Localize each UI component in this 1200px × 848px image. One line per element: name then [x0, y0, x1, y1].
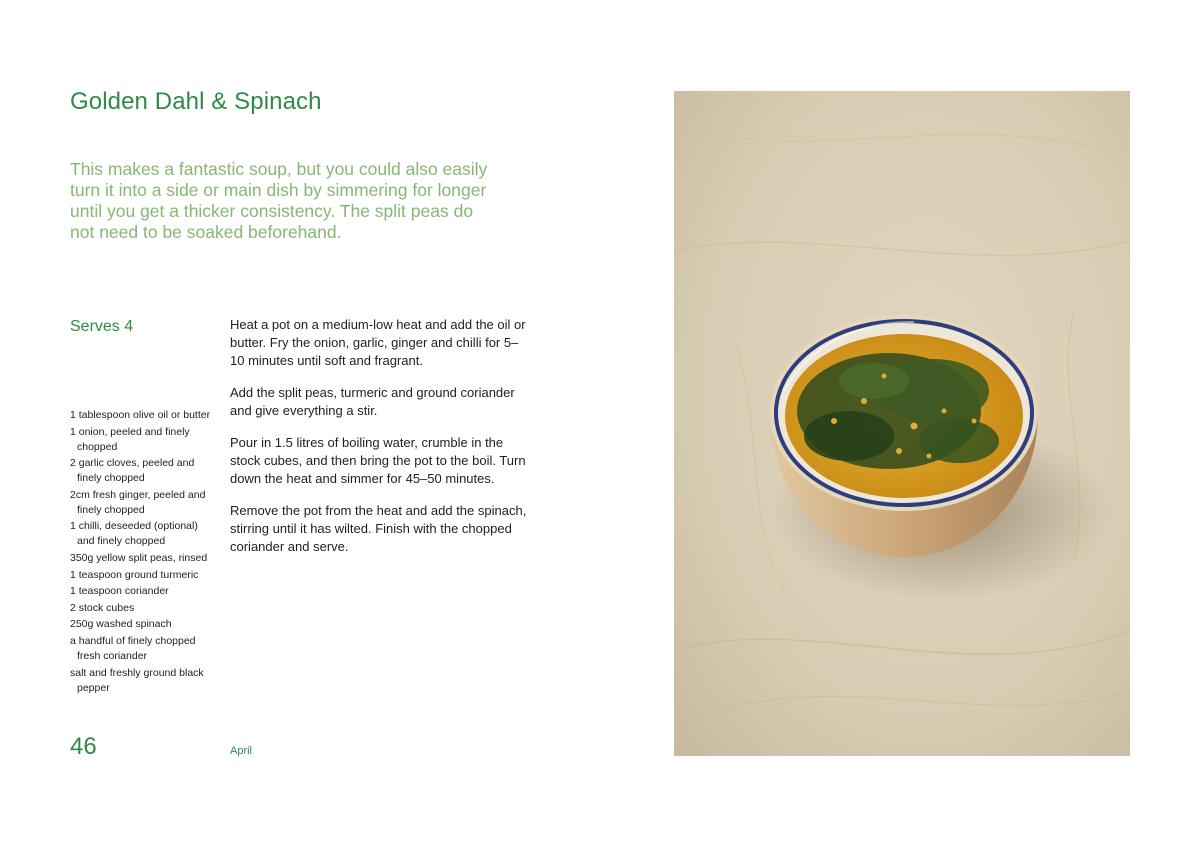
ingredient-item: 1 chilli, deseeded (optional) and finely chopped — [70, 520, 198, 548]
method-step: Add the split peas, turmeric and ground coriander and give everything a stir. — [230, 385, 515, 418]
method-step: Pour in 1.5 litres of boiling water, crumble in the stock cubes, and then bring the pot to the boil. Turn down the heat and simmer for 45–50 minutes. — [230, 435, 526, 486]
recipe-intro: This makes a fantastic soup, but you could also easily turn it into a side or main dish by simmering for longer until you get a thicker consistency. The split peas do not need to be soaked beforehand. — [70, 159, 488, 242]
method-steps — [230, 316, 530, 570]
recipe-title: Golden Dahl & Spinach — [70, 88, 322, 115]
ingredient-item: 2 stock cubes — [70, 601, 135, 614]
ingredient-item: salt and freshly ground black pepper — [70, 666, 204, 694]
serves-label: Serves 4 — [70, 318, 134, 335]
ingredient-item: 1 onion, peeled and finely chopped — [70, 425, 190, 453]
ingredient-item: 250g washed spinach — [70, 618, 172, 631]
ingredient-item: 1 tablespoon olive oil or butter — [70, 409, 211, 421]
ingredients-list — [70, 408, 215, 697]
section-label: April — [230, 745, 253, 757]
ingredient-item: 350g yellow split peas, rinsed — [70, 551, 208, 564]
ingredient-item: 2 garlic cloves, peeled and finely chopped — [70, 457, 195, 485]
ingredient-item: 1 teaspoon ground turmeric — [70, 568, 199, 581]
page-number: 46 — [70, 733, 97, 760]
ingredient-item: 1 teaspoon coriander — [70, 585, 169, 598]
ingredient-item: a handful of finely chopped fresh coriander — [70, 634, 196, 662]
method-step: Heat a pot on a medium-low heat and add the oil or butter. Fry the onion, garlic, ginger and chilli for 5–10 minutes until soft and fragrant. — [230, 317, 526, 368]
method-step: Remove the pot from the heat and add the spinach, stirring until it has wilted. Finish with the chopped coriander and serve. — [230, 503, 527, 554]
ingredient-item: 2cm fresh ginger, peeled and finely chopped — [70, 488, 206, 516]
dahl-bowl-photo — [674, 91, 1130, 756]
